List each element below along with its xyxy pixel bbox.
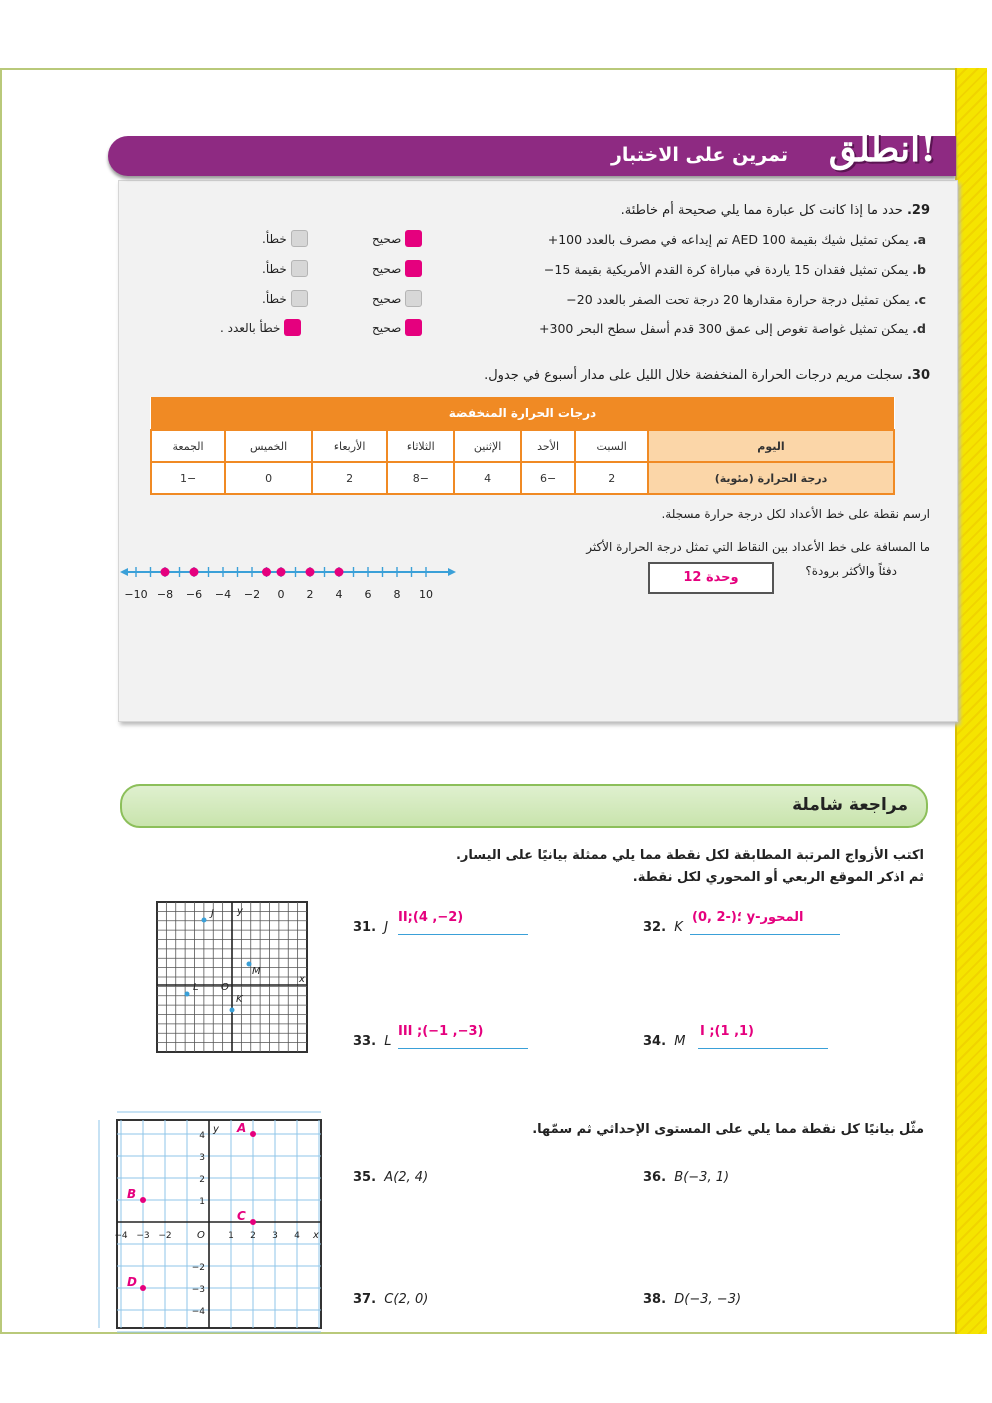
grid2-y-axis-label: y	[213, 1124, 219, 1135]
true-label: صحيح	[372, 291, 402, 306]
exercise-37: 37. C(2, 0)	[353, 1292, 429, 1307]
temp-cell: −1	[151, 462, 225, 494]
item-letter: a.	[912, 232, 926, 247]
true-label: صحيح	[372, 261, 402, 276]
banner-logo: انطلق!	[828, 128, 936, 170]
grid2-y-tick: 3	[199, 1153, 205, 1163]
item-letter: d.	[912, 321, 926, 336]
row-label-day: اليوم	[648, 430, 894, 462]
grid2-x-tick: −3	[136, 1231, 150, 1241]
point-l	[185, 992, 190, 997]
number-line-point	[277, 568, 286, 577]
point-j	[202, 918, 207, 923]
q29-item-c	[566, 292, 926, 307]
day-cell: الخميس	[225, 430, 312, 462]
coordinate-grid-1	[157, 902, 309, 1054]
q30-distance-question-2: دفئاً والأكثر برودة؟	[805, 564, 897, 578]
day-cell: الجمعة	[151, 430, 225, 462]
day-cell: الأحد	[521, 430, 576, 462]
number-line-point	[190, 568, 199, 577]
review-title: مراجعة شاملة	[792, 795, 908, 815]
temp-cell: −8	[387, 462, 454, 494]
number-line-label: −10	[124, 588, 148, 601]
q29-prompt: 29. حدد ما إذا كانت كل عبارة مما يلي صحيحة أم خاطئة.	[620, 203, 930, 218]
exercise-31: 31. J	[353, 920, 389, 935]
grid2-origin-label: O	[197, 1230, 205, 1241]
number-line-label: 8	[393, 588, 401, 601]
grid2-point-label: C	[237, 1209, 246, 1223]
number-line-left-arrow	[120, 568, 128, 576]
number-line-point	[335, 568, 344, 577]
grid1-label-o: O	[221, 982, 229, 993]
grid2-y-tick: 4	[199, 1131, 205, 1141]
false-label: خطأ بالعدد .	[220, 320, 281, 335]
exercise-31-answer: II;(4 ,−2)	[398, 910, 464, 925]
review-instruction-1: اكتب الأزواج المرتبة المطابقة لكل نقطة مما يلي ممثلة بيانيًا على اليسار.	[455, 848, 924, 863]
false-checkbox[interactable]	[284, 319, 301, 336]
number-line-point	[262, 568, 271, 577]
grid2-point-a	[250, 1131, 256, 1137]
item-letter: c.	[913, 292, 926, 307]
number-line-label: −2	[243, 588, 261, 601]
item-text: يمكن تمثيل غواصة تغوص إلى عمق 300 قدم أسفل سطح البحر 300+	[539, 321, 909, 336]
grid1-label-j: J	[211, 908, 214, 919]
number-line-label: 10	[419, 588, 433, 601]
distance-answer-box[interactable]: 12 وحدة	[648, 562, 774, 594]
table-row-temps	[151, 462, 894, 494]
true-checkbox[interactable]	[405, 260, 422, 277]
grid2-x-tick: 1	[228, 1231, 234, 1241]
exercise-33-answer: III ;(−1 ,−3)	[398, 1024, 484, 1039]
exercise-32: 32. K	[643, 920, 683, 935]
true-checkbox[interactable]	[405, 290, 422, 307]
grid2-x-tick: 4	[294, 1231, 300, 1241]
exercise-33: 33. L	[353, 1034, 392, 1049]
grid1-label-x: x	[299, 974, 305, 985]
number-line-label: 4	[335, 588, 343, 601]
grid1-label-y: y	[237, 906, 243, 917]
grid2-x-tick: 2	[250, 1231, 256, 1241]
point-m	[247, 962, 252, 967]
row-label-temp: درجة الحرارة (مئوية)	[648, 462, 894, 494]
number-line	[120, 558, 460, 608]
false-checkbox[interactable]	[291, 290, 308, 307]
grid2-x-tick: −2	[158, 1231, 172, 1241]
point-k	[230, 1008, 235, 1013]
item-text: يمكن تمثيل درجة حرارة مقدارها 20 درجة تحت الصفر بالعدد 20−	[566, 292, 910, 307]
day-cell: الأربعاء	[312, 430, 387, 462]
number-line-point	[161, 568, 170, 577]
exercise-34-answer: I ;(1 ,1)	[700, 1024, 754, 1039]
day-cell: الإثنين	[454, 430, 520, 462]
grid2-point-label: B	[127, 1187, 137, 1201]
q29-false-option-d[interactable]	[220, 319, 301, 336]
q29-true-option-d[interactable]	[372, 319, 422, 336]
false-label: خطأ.	[262, 261, 287, 276]
q29-item-a	[548, 232, 926, 247]
banner-title: تمرين على الاختبار	[610, 144, 788, 166]
grid2-y-tick: −3	[191, 1285, 205, 1295]
true-label: صحيح	[372, 231, 402, 246]
review-instruction-2: ثم اذكر الموقع الربعي أو المحوري لكل نقطة.	[632, 870, 924, 885]
day-cell: السبت	[575, 430, 648, 462]
grid2-x-tick: 3	[272, 1231, 278, 1241]
q29-true-option-b[interactable]	[372, 260, 422, 277]
grid2-x-tick: −4	[114, 1231, 128, 1241]
q30-instruction: ارسم نقطة على خط الأعداد لكل درجة حرارة مسجلة.	[661, 507, 930, 521]
temperature-table	[150, 397, 895, 495]
table-row-days	[151, 430, 894, 462]
number-line-point	[306, 568, 315, 577]
q29-false-option-b[interactable]	[262, 260, 308, 277]
grid2-y-tick: 2	[199, 1175, 205, 1185]
temp-cell: 0	[225, 462, 312, 494]
q29-true-option-a[interactable]	[372, 230, 422, 247]
grid2-point-d	[140, 1285, 146, 1291]
false-label: خطأ.	[262, 291, 287, 306]
number-line-label: 0	[277, 588, 285, 601]
grid2-x-axis-label: x	[313, 1230, 319, 1241]
grid2-point-label: A	[237, 1121, 247, 1135]
q29-item-b	[544, 262, 926, 277]
q29-false-option-a[interactable]	[262, 230, 308, 247]
review-instruction-3: مثّل بيانيًا كل نقطة مما يلي على المستوى الإحداثي ثم سمّها.	[532, 1122, 924, 1137]
item-text: يمكن تمثيل فقدان 15 ياردة في مباراة كرة القدم الأمريكية بقيمة 15−	[543, 262, 909, 277]
temp-cell: −6	[521, 462, 576, 494]
exercise-36: 36. B(−3, 1)	[643, 1170, 730, 1185]
temp-cell: 2	[312, 462, 387, 494]
q30-prompt: 30. سجلت مريم درجات الحرارة المنخفضة خلال الليل على مدار أسبوع في جدول.	[484, 368, 930, 383]
true-label: صحيح	[372, 320, 402, 335]
q29-item-d	[539, 321, 926, 336]
grid1-label-k: K	[236, 994, 243, 1005]
exercise-34: 34. M	[643, 1034, 686, 1049]
yellow-side-stripe	[955, 68, 987, 1334]
false-label: خطأ.	[262, 231, 287, 246]
number-line-label: −6	[185, 588, 203, 601]
temp-cell: 4	[454, 462, 520, 494]
exercise-35: 35. A(2, 4)	[353, 1170, 429, 1185]
temp-cell: 2	[575, 462, 648, 494]
grid1-label-m: M	[252, 966, 261, 977]
grid1-label-l: L	[193, 982, 199, 993]
true-checkbox[interactable]	[405, 319, 422, 336]
exam-practice-banner	[108, 128, 956, 176]
number-line-label: 2	[306, 588, 314, 601]
number-line-label: −8	[156, 588, 174, 601]
number-line-label: −4	[214, 588, 232, 601]
false-checkbox[interactable]	[291, 230, 308, 247]
grid2-y-tick: −2	[191, 1263, 205, 1273]
exercise-38: 38. D(−3, −3)	[643, 1292, 742, 1307]
true-checkbox[interactable]	[405, 230, 422, 247]
false-checkbox[interactable]	[291, 260, 308, 277]
review-banner	[120, 784, 928, 828]
number-line-right-arrow	[448, 568, 456, 576]
grid2-y-tick: 1	[199, 1197, 205, 1207]
q29-false-option-c[interactable]	[262, 290, 308, 307]
number-line-label: 6	[364, 588, 372, 601]
coordinate-grid-2	[114, 1120, 323, 1330]
item-letter: b.	[912, 262, 926, 277]
q29-true-option-c[interactable]	[372, 290, 422, 307]
grid2-y-tick: −4	[191, 1307, 205, 1317]
grid2-point-b	[140, 1197, 146, 1203]
item-text: يمكن تمثيل شيك بقيمة AED 100 تم إيداعه في مصرف بالعدد 100+	[547, 232, 909, 247]
grid2-point-c	[250, 1219, 256, 1225]
table-caption: درجات الحرارة المنخفضة	[151, 397, 894, 430]
exercise-32-answer: المحور-y ؛(-2 ,0)	[692, 910, 804, 925]
day-cell: الثلاثاء	[387, 430, 454, 462]
q30-distance-question-1: ما المسافة على خط الأعداد بين النقاط التي تمثل درجة الحرارة الأكثر	[586, 540, 930, 554]
grid2-point-label: D	[127, 1275, 137, 1289]
